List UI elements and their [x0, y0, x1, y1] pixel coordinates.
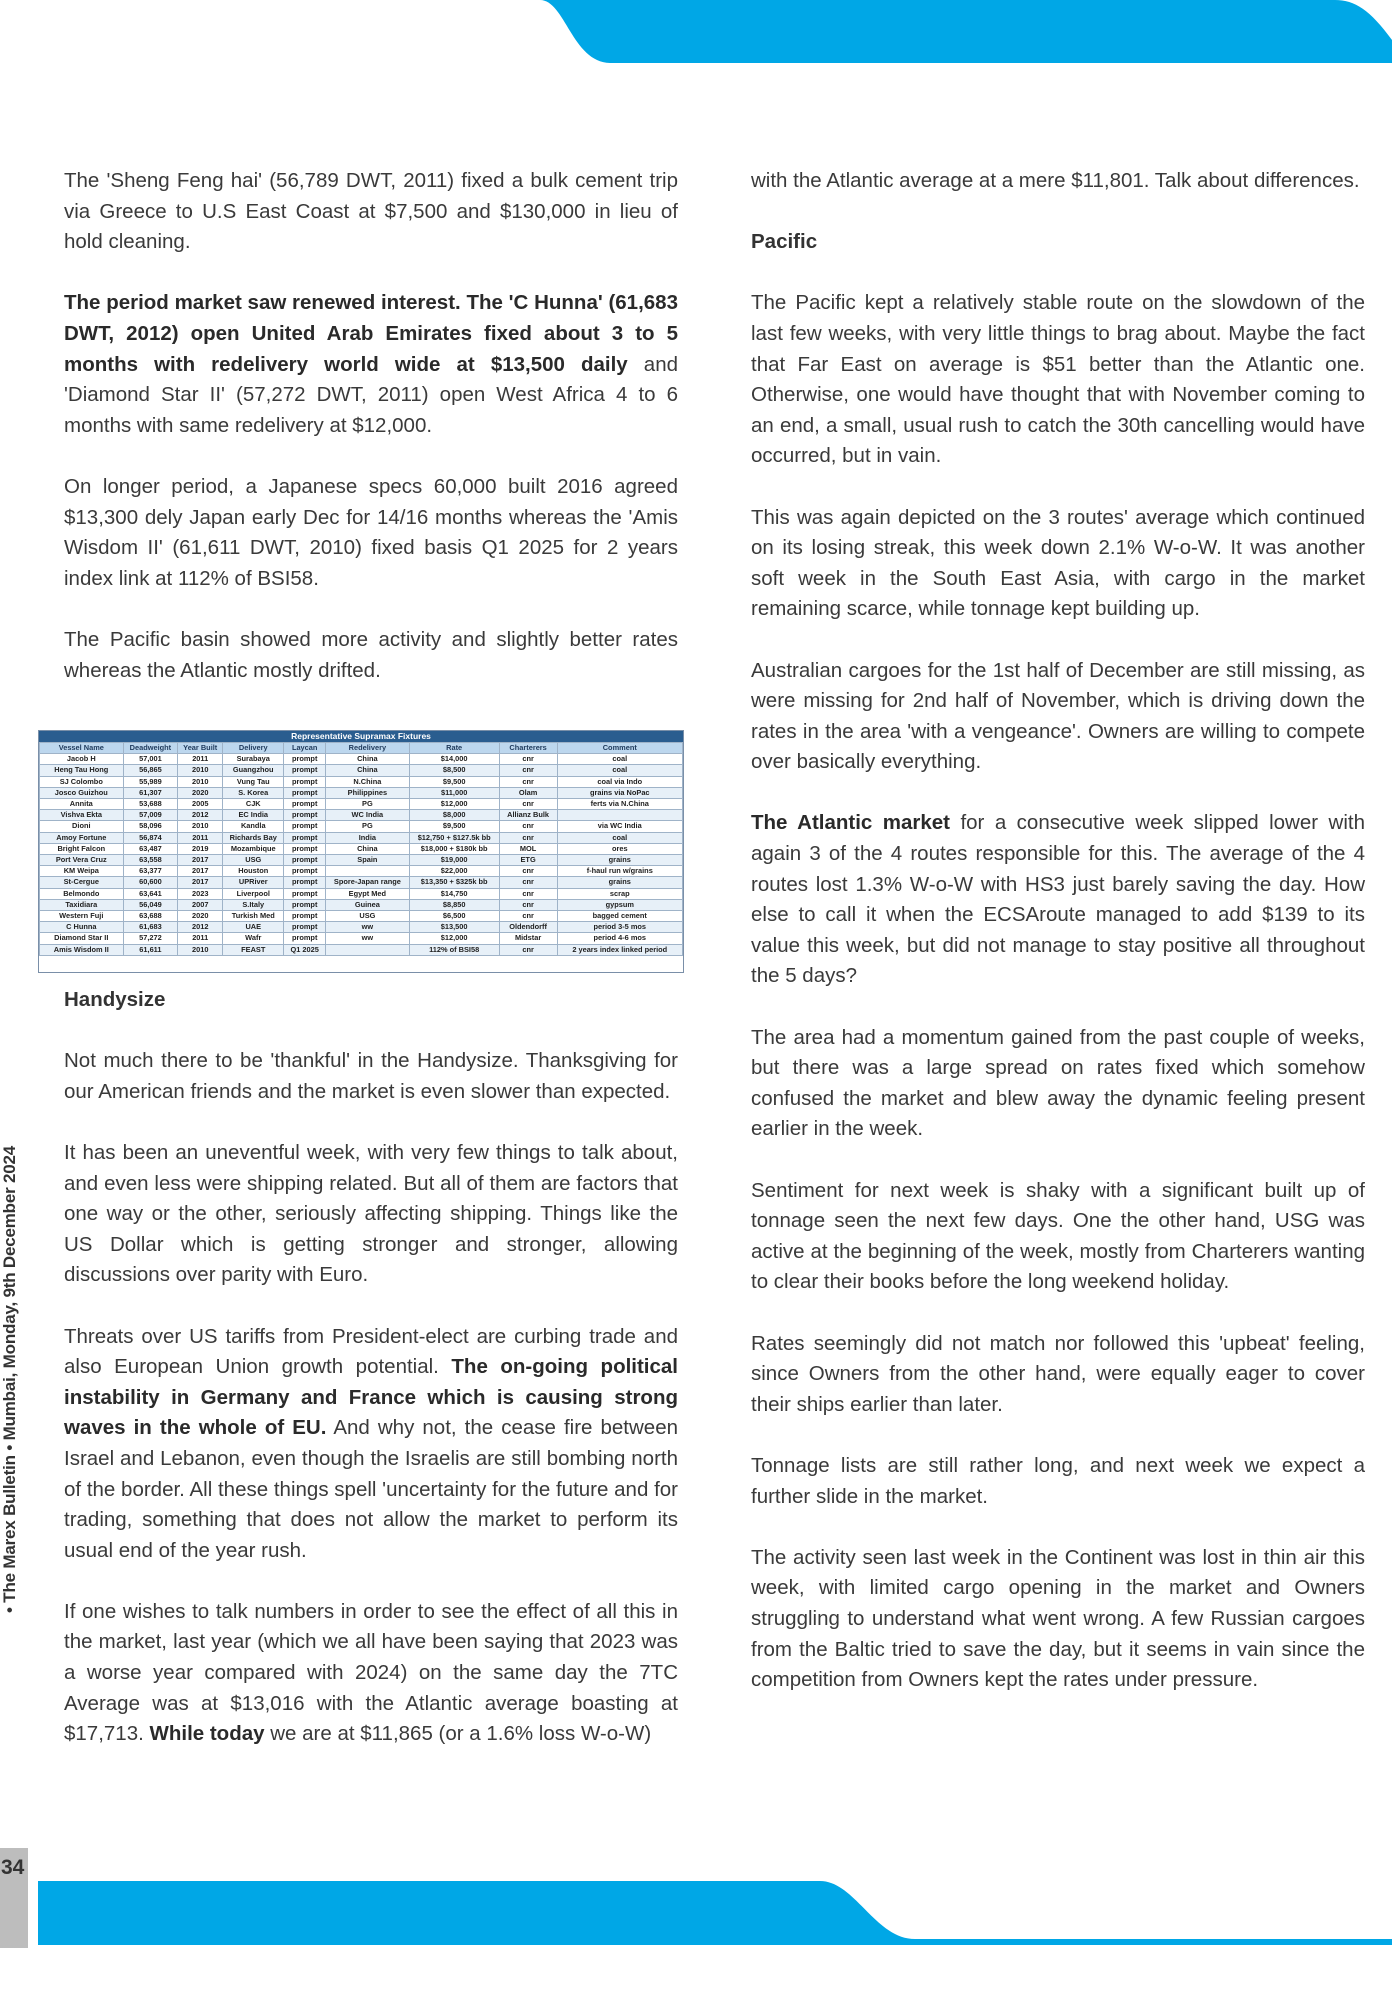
table-cell: 63,688 — [123, 911, 178, 922]
table-cell: PG — [326, 799, 410, 810]
top-banner-shape — [0, 0, 1392, 66]
table-row — [40, 899, 683, 910]
paragraph — [64, 288, 678, 441]
table-cell: Vung Tau — [223, 776, 284, 787]
table-cell: Jacob H — [40, 754, 124, 765]
paragraph — [751, 808, 1365, 992]
table-cell — [326, 866, 410, 877]
table-cell: ww — [326, 933, 410, 944]
table-cell: 2007 — [178, 899, 223, 910]
table-header-cell: Year Built — [178, 743, 223, 754]
table-cell: bagged cement — [557, 911, 682, 922]
paragraph: The area had a momentum gained from the past couple of weeks, but there was a large spread on rates fixed which somehow confused the market and blew away the dynamic feeling present earlier in the week. — [751, 1025, 1365, 1141]
table-cell: Dioni — [40, 821, 124, 832]
table-cell: ferts via N.China — [557, 799, 682, 810]
table-cell: $12,750 + $127.5k bb — [409, 832, 499, 843]
table-cell: prompt — [284, 810, 326, 821]
paragraph: The 'Sheng Feng hai' (56,789 DWT, 2011) fixed a bulk cement trip via Greece to U.S East Coast at $7,500 and $130,000 in lieu of hold cleaning. — [64, 169, 678, 254]
table-cell: cnr — [499, 754, 557, 765]
paragraph: It has been an uneventful week, with very few things to talk about, and even less were shipping related. But all of them are factors that one way or the other, seriously affecting shipping. Things like the US Dollar which is getting stronger and stronger, allowing discussions over parity with Euro. — [64, 1140, 678, 1287]
paragraph: The activity seen last week in the Continent was lost in thin air this week, with limited cargo opening in the market and Owners struggling to understand what went wrong. A few Russian cargoes from the Baltic tried to save the day, but it seems in vain since the competition from Owners kept the rates under pressure. — [751, 1545, 1365, 1692]
table-cell: 63,641 — [123, 888, 178, 899]
table-cell: Amoy Fortune — [40, 832, 124, 843]
table-cell: Turkish Med — [223, 911, 284, 922]
table-cell: Oldendorff — [499, 922, 557, 933]
table-cell: USG — [223, 855, 284, 866]
table-cell: SJ Colombo — [40, 776, 124, 787]
table-cell: f-haul run w/grains — [557, 866, 682, 877]
table-row — [40, 877, 683, 888]
table-cell: cnr — [499, 832, 557, 843]
table-row — [40, 922, 683, 933]
section-heading-handysize: Handysize — [64, 988, 166, 1011]
table-cell: UAE — [223, 922, 284, 933]
bold-text: The period market saw renewed interest. The 'C Hunna' (61,683 DWT, 2012) open United Arab Emirates fixed about 3 to 5 months with redelivery world wide at $13,500 daily — [64, 291, 678, 376]
table-cell: 57,009 — [123, 810, 178, 821]
table-row — [40, 855, 683, 866]
paragraph: This was again depicted on the 3 routes' average which continued on its losing streak, this week down 2.1% W-o-W. It was another soft week in the South East Asia, with cargo in the market remaining scarce, while tonnage kept building up. — [751, 505, 1365, 621]
table-cell: Houston — [223, 866, 284, 877]
table-cell: $13,500 — [409, 922, 499, 933]
table-cell: coal — [557, 765, 682, 776]
table-row — [40, 754, 683, 765]
table-cell: $8,850 — [409, 899, 499, 910]
table-cell: prompt — [284, 899, 326, 910]
table-row — [40, 776, 683, 787]
table-cell: prompt — [284, 799, 326, 810]
table-cell: $18,000 + $180k bb — [409, 843, 499, 854]
table-cell: prompt — [284, 821, 326, 832]
table-cell: Port Vera Cruz — [40, 855, 124, 866]
table-cell: Allianz Bulk — [499, 810, 557, 821]
text: and 'Diamond Star II' (57,272 DWT, 2011) open West Africa 4 to 6 months with same redelivery at $12,000. — [64, 352, 679, 437]
table-cell: cnr — [499, 866, 557, 877]
table-cell: $8,000 — [409, 810, 499, 821]
left-column — [64, 166, 678, 717]
table-cell: via WC India — [557, 821, 682, 832]
table-cell: 2011 — [178, 933, 223, 944]
table-cell: period 3-5 mos — [557, 922, 682, 933]
table-cell — [326, 944, 410, 955]
table-cell: Kandla — [223, 821, 284, 832]
table-cell: 60,600 — [123, 877, 178, 888]
table-row — [40, 843, 683, 854]
table-cell: prompt — [284, 855, 326, 866]
fixtures-table — [38, 730, 684, 973]
table-cell: Josco Guizhou — [40, 787, 124, 798]
table-cell: FEAST — [223, 944, 284, 955]
table-cell: Surabaya — [223, 754, 284, 765]
table-cell: St-Cergue — [40, 877, 124, 888]
table-cell: Bright Falcon — [40, 843, 124, 854]
table-cell: 61,683 — [123, 922, 178, 933]
table-cell: 57,272 — [123, 933, 178, 944]
table-cell: India — [326, 832, 410, 843]
table-cell: Belmondo — [40, 888, 124, 899]
table-cell: grains via NoPac — [557, 787, 682, 798]
table-row — [40, 866, 683, 877]
paragraph — [64, 1597, 678, 1750]
table-cell: 112% of BSI58 — [409, 944, 499, 955]
table-cell: $9,500 — [409, 821, 499, 832]
table-cell: KM Weipa — [40, 866, 124, 877]
paragraph: Rates seemingly did not match nor followed this 'upbeat' feeling, since Owners from the other hand, were equally eager to cover their ships earlier than later. — [751, 1331, 1365, 1416]
table-cell: prompt — [284, 911, 326, 922]
table-cell: China — [326, 765, 410, 776]
table-cell: 61,307 — [123, 787, 178, 798]
table-cell: C Hunna — [40, 922, 124, 933]
table-cell: S.Italy — [223, 899, 284, 910]
fixtures-table-grid — [39, 731, 683, 956]
table-cell: PG — [326, 821, 410, 832]
table-header-cell: Vessel Name — [40, 743, 124, 754]
paragraph: The Pacific basin showed more activity and slightly better rates whereas the Atlantic mostly drifted. — [64, 627, 678, 682]
table-cell: gypsum — [557, 899, 682, 910]
table-cell: period 4-6 mos — [557, 933, 682, 944]
table-cell: Guangzhou — [223, 765, 284, 776]
table-cell: 2005 — [178, 799, 223, 810]
table-cell: 2010 — [178, 776, 223, 787]
table-cell: Mozambique — [223, 843, 284, 854]
table-cell: Egypt Med — [326, 888, 410, 899]
paragraph: Not much there to be 'thankful' in the Handysize. Thanksgiving for our American friends and the market is even slower than expected. — [64, 1049, 678, 1103]
table-cell: Wafr — [223, 933, 284, 944]
table-cell: coal — [557, 832, 682, 843]
text: we are at $11,865 (or a 1.6% loss W-o-W) — [264, 1722, 652, 1746]
table-cell: prompt — [284, 933, 326, 944]
paragraph — [64, 1322, 678, 1567]
table-cell: cnr — [499, 944, 557, 955]
table-cell: cnr — [499, 877, 557, 888]
text: for a consecutive week slipped lower with again 3 of the 4 routes responsible for this. The average of the 4 routes lost 1.3% W-o-W with HS3 just barely saving the day. How else to call it when the ECSAroute managed to add $139 to its value this week, but did not manage to stay positive all throughout the 5 days? — [751, 811, 1365, 988]
bold-text: The Atlantic market — [751, 811, 950, 835]
table-cell: 2020 — [178, 787, 223, 798]
text: If one wishes to talk numbers in order to see the effect of all this in the market, last year (which we all have been saying that 2023 was a worse year compared with 2024) on the same day the 7TC Average was at $13,016 with the Atlantic average boasting at $17,713. — [64, 1599, 678, 1746]
table-cell: 63,487 — [123, 843, 178, 854]
table-cell: prompt — [284, 776, 326, 787]
table-row — [40, 799, 683, 810]
bold-text: The on-going political instability in Germany and France which is causing strong waves in the whole of EU. — [64, 1355, 678, 1440]
page-number: 34 — [1, 1856, 25, 1879]
paragraph: Sentiment for next week is shaky with a significant built up of tonnage seen the next few days. One the other hand, USG was active at the beginning of the week, mostly from Charterers wanting to clear their books before the long weekend holiday. — [751, 1178, 1365, 1294]
table-cell: MOL — [499, 843, 557, 854]
table-cell: Spore-Japan range — [326, 877, 410, 888]
paragraph: On longer period, a Japanese specs 60,000 built 2016 agreed $13,300 dely Japan early Dec for 14/16 months whereas the 'Amis Wisdom II' (61,611 DWT, 2010) fixed basis Q1 2025 for 2 years index link at 112% of BSI58. — [64, 474, 678, 590]
table-cell: 61,611 — [123, 944, 178, 955]
table-cell: USG — [326, 911, 410, 922]
table-cell: Annita — [40, 799, 124, 810]
table-cell: $19,000 — [409, 855, 499, 866]
table-cell: Spain — [326, 855, 410, 866]
table-cell: Olam — [499, 787, 557, 798]
table-cell: $12,000 — [409, 933, 499, 944]
table-row — [40, 821, 683, 832]
table-cell — [557, 810, 682, 821]
table-cell: Heng Tau Hong — [40, 765, 124, 776]
table-cell: $13,350 + $325k bb — [409, 877, 499, 888]
table-cell: cnr — [499, 776, 557, 787]
table-cell: $11,000 — [409, 787, 499, 798]
table-cell: CJK — [223, 799, 284, 810]
table-title: Representative Supramax Fixtures — [39, 731, 683, 742]
table-row — [40, 832, 683, 843]
table-cell: 55,989 — [123, 776, 178, 787]
table-cell: 2020 — [178, 911, 223, 922]
table-cell: prompt — [284, 765, 326, 776]
table-cell: $9,500 — [409, 776, 499, 787]
table-cell: 2012 — [178, 810, 223, 821]
text: Threats over US tariffs from President-elect are curbing trade and also European Union growth potential. — [64, 1324, 678, 1379]
paragraph: Tonnage lists are still rather long, and next week we expect a further slide in the market. — [751, 1453, 1365, 1508]
table-cell: 2011 — [178, 754, 223, 765]
table-cell: 56,874 — [123, 832, 178, 843]
table-cell: $8,500 — [409, 765, 499, 776]
table-cell: 58,096 — [123, 821, 178, 832]
right-column — [751, 166, 1365, 1726]
table-cell: grains — [557, 877, 682, 888]
table-cell: Taxidiara — [40, 899, 124, 910]
table-cell: 2010 — [178, 765, 223, 776]
table-header-cell: Charterers — [499, 743, 557, 754]
table-cell: cnr — [499, 899, 557, 910]
table-cell: 2017 — [178, 855, 223, 866]
table-header-cell: Rate — [409, 743, 499, 754]
table-cell: Diamond Star II — [40, 933, 124, 944]
table-cell: S. Korea — [223, 787, 284, 798]
table-cell: 2010 — [178, 821, 223, 832]
table-cell: $6,500 — [409, 911, 499, 922]
table-cell: ores — [557, 843, 682, 854]
table-cell: 2 years index linked period — [557, 944, 682, 955]
table-cell: 2023 — [178, 888, 223, 899]
table-cell: EC India — [223, 810, 284, 821]
table-cell: 2011 — [178, 832, 223, 843]
table-header-cell: Delivery — [223, 743, 284, 754]
table-cell: coal via Indo — [557, 776, 682, 787]
bottom-banner-shape — [0, 1875, 1392, 1945]
table-cell: 63,558 — [123, 855, 178, 866]
table-row — [40, 810, 683, 821]
table-cell: Amis Wisdom II — [40, 944, 124, 955]
table-cell: prompt — [284, 866, 326, 877]
table-cell: prompt — [284, 754, 326, 765]
table-cell: coal — [557, 754, 682, 765]
paragraph: Australian cargoes for the 1st half of December are still missing, as were missing for 2nd half of November, which is driving down the rates in the area 'with a vengeance'. Owners are willing to compete over basically everything. — [751, 658, 1365, 774]
table-cell: 2010 — [178, 944, 223, 955]
text: And why not, the cease fire between Israel and Lebanon, even though the Israelis are still bombing north of the border. All these things spell 'uncertainty for the future and for trading, something that does not allow the market to perform its usual end of the year rush. — [64, 1416, 679, 1562]
table-cell: 2017 — [178, 866, 223, 877]
table-cell: prompt — [284, 888, 326, 899]
table-cell: Richards Bay — [223, 832, 284, 843]
table-cell: $14,750 — [409, 888, 499, 899]
table-cell: prompt — [284, 877, 326, 888]
table-cell: cnr — [499, 911, 557, 922]
table-cell: prompt — [284, 843, 326, 854]
table-cell: 56,865 — [123, 765, 178, 776]
table-cell: $14,000 — [409, 754, 499, 765]
table-cell: grains — [557, 855, 682, 866]
table-cell: N.China — [326, 776, 410, 787]
table-cell: UPRiver — [223, 877, 284, 888]
table-cell: prompt — [284, 787, 326, 798]
table-header-cell: Comment — [557, 743, 682, 754]
table-row — [40, 765, 683, 776]
table-cell: ww — [326, 922, 410, 933]
left-column-lower — [64, 985, 678, 1780]
table-cell: Guinea — [326, 899, 410, 910]
table-cell: scrap — [557, 888, 682, 899]
table-cell: Vishva Ekta — [40, 810, 124, 821]
section-heading-pacific: Pacific — [751, 230, 818, 254]
table-header-cell: Deadweight — [123, 743, 178, 754]
table-cell: 2019 — [178, 843, 223, 854]
table-cell: 56,049 — [123, 899, 178, 910]
table-cell: cnr — [499, 765, 557, 776]
table-cell: Liverpool — [223, 888, 284, 899]
table-cell: 2017 — [178, 877, 223, 888]
table-cell: Q1 2025 — [284, 944, 326, 955]
bold-text: While today — [149, 1722, 265, 1746]
table-cell: ETG — [499, 855, 557, 866]
paragraph: with the Atlantic average at a mere $11,801. Talk about differences. — [751, 169, 1360, 192]
table-cell: WC India — [326, 810, 410, 821]
table-header-cell: Laycan — [284, 743, 326, 754]
table-row — [40, 911, 683, 922]
table-cell: $22,000 — [409, 866, 499, 877]
table-cell: 2012 — [178, 922, 223, 933]
table-cell: Philippines — [326, 787, 410, 798]
table-row — [40, 888, 683, 899]
table-row — [40, 787, 683, 798]
table-cell: 63,377 — [123, 866, 178, 877]
table-cell: cnr — [499, 821, 557, 832]
table-cell: $12,000 — [409, 799, 499, 810]
table-cell: 57,001 — [123, 754, 178, 765]
table-cell: 53,688 — [123, 799, 178, 810]
table-header-cell: Redelivery — [326, 743, 410, 754]
table-cell: Western Fuji — [40, 911, 124, 922]
table-cell: prompt — [284, 922, 326, 933]
table-cell: cnr — [499, 799, 557, 810]
table-row — [40, 944, 683, 955]
table-row — [40, 933, 683, 944]
paragraph: The Pacific kept a relatively stable route on the slowdown of the last few weeks, with very little things to brag about. Maybe the fact that Far East on average is $51 better than the Atlantic one. Otherwise, one would have thought that with November coming to an end, a small, usual rush to catch the 30th cancelling would have occurred, but in vain. — [751, 291, 1365, 468]
table-cell: China — [326, 754, 410, 765]
side-publication-label: • The Marex Bulletin • Mumbai, Monday, 9th December 2024 — [0, 1145, 19, 1613]
table-cell: Midstar — [499, 933, 557, 944]
table-cell: China — [326, 843, 410, 854]
table-cell: cnr — [499, 888, 557, 899]
table-cell: prompt — [284, 832, 326, 843]
